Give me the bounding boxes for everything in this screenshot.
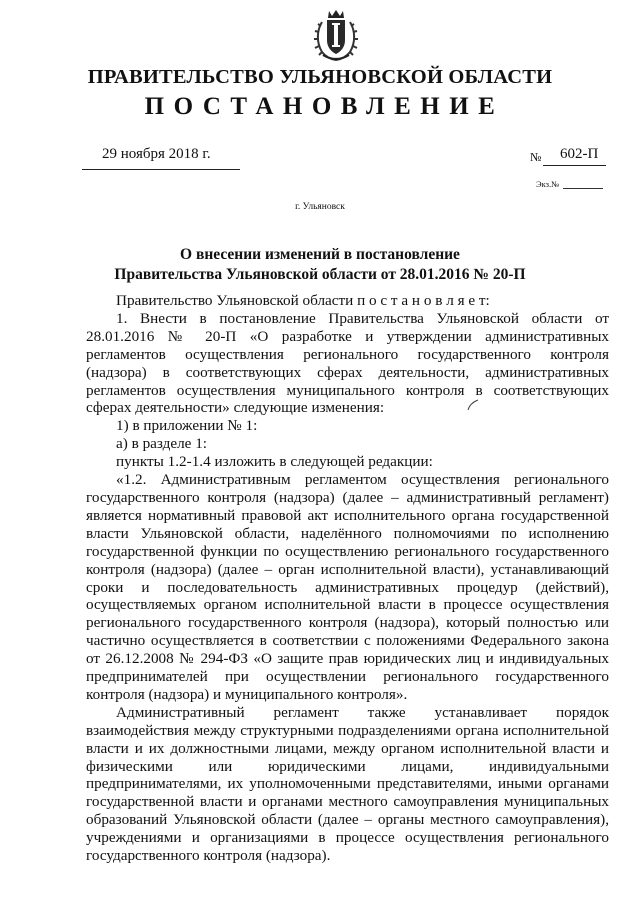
coat-of-arms-emblem	[313, 8, 359, 62]
body-paragraph: пункты 1.2-1.4 изложить в следующей редакции:	[116, 453, 433, 471]
body-paragraph: «1.2. Административным регламентом осуществления регионального государственного контроля (надзора) (далее – административный регламент) является нормативный правовой акт исполнительного органа государственной власти Ульяновской области, наделённого полномочиями по исполнению государственной функции по осуществлению регионального государственного контроля (надзора) (далее – орган исполнительной власти), устанавливающий сроки и последовательность административных процедур (действий), осуществляемых органом исполнительной власти в процессе осуществления регионального государственного контроля (надзора), который полностью или частично осуществляется в соответствии с положениями Федерального закона от 26.12.2008 № 294-ФЗ «О защите прав юридических лиц и индивидуальных предпринимателей при осуществлении регионального государственного контроля (надзора) и муниципального контроля».	[86, 471, 609, 703]
government-name: ПРАВИТЕЛЬСТВО УЛЬЯНОВСКОЙ ОБЛАСТИ	[87, 66, 553, 88]
body-paragraph: 1. Внести в постановление Правительства Ульяновской области от 28.01.2016 № 20-П «О разработке и утверждении административных регламентов осуществления регионального государственного контроля (надзора) в соответствующих сферах деятельности, административных регламентов осуществления муниципального контроля в соответствующих сферах деятельности» следующие изменения:	[86, 309, 609, 417]
copy-number-underline	[563, 188, 603, 189]
document-number: 602-П	[560, 146, 599, 162]
subject-line-2: Правительства Ульяновской области от 28.01.2016 № 20-П	[114, 266, 526, 283]
body-paragraph: Административный регламент также устанавливает порядок взаимодействия между структурными подразделениями органа исполнительной власти и их должностными лицами, между органом исполнительной власти и физическими или юридическими лицами, индивидуальными предпринимателями, их уполномоченными представителями, иными органами государственной власти и органами местного самоуправления муниципальных образований Ульяновской области (далее – органы местного самоуправления), учреждениями и организациями в процессе осуществления регионального государственного контроля (надзора).	[86, 703, 609, 865]
date-underline	[82, 169, 240, 170]
document-subject	[0, 245, 640, 285]
body-paragraph: Правительство Ульяновской области п о с т а н о в л я е т:	[116, 292, 490, 309]
number-underline	[543, 165, 606, 166]
document-date: 29 ноября 2018 г.	[102, 146, 211, 162]
body-paragraph: 1) в приложении № 1:	[116, 417, 258, 435]
number-prefix: №	[530, 150, 542, 164]
document-type: ПОСТАНОВЛЕНИЕ	[144, 93, 505, 120]
copy-number-label: Экз.№	[536, 179, 560, 189]
document-body	[86, 292, 609, 865]
pen-mark-icon	[466, 398, 480, 412]
city-label: г. Ульяновск	[295, 202, 345, 212]
subject-line-1: О внесении изменений в постановление	[180, 246, 460, 263]
body-paragraph: а) в разделе 1:	[116, 435, 208, 453]
